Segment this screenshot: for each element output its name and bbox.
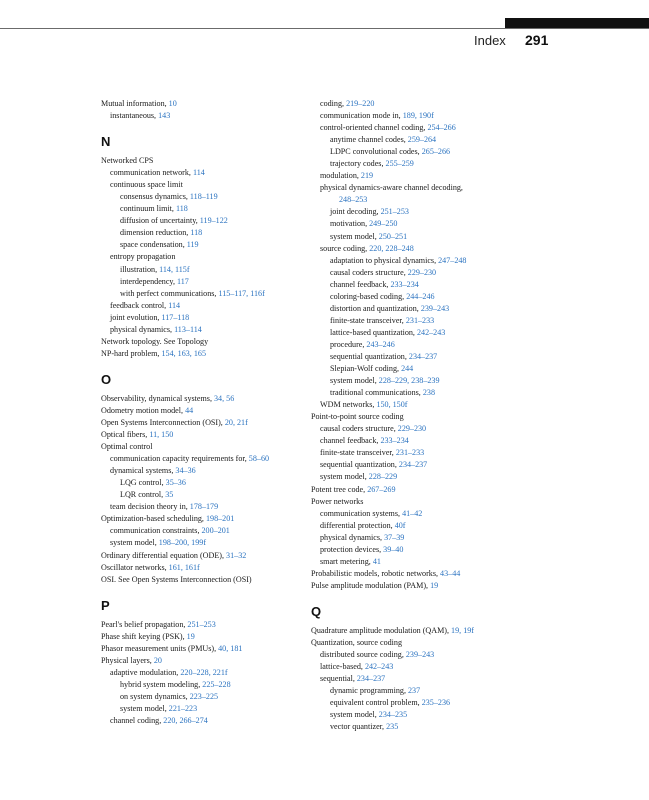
index-entry bbox=[311, 649, 536, 661]
entry-term: smart metering, bbox=[320, 556, 373, 566]
entry-term: with perfect communications, bbox=[120, 288, 219, 298]
entry-term: trajectory codes, bbox=[330, 159, 386, 169]
entry-page-link[interactable]: 235 bbox=[386, 722, 399, 732]
entry-term: system model, bbox=[330, 376, 379, 386]
entry-term: sequential, bbox=[320, 674, 357, 684]
entry-term: Physical layers, bbox=[101, 655, 154, 665]
index-entry bbox=[311, 508, 536, 520]
entry-term: procedure, bbox=[330, 339, 367, 349]
entry-term: Optimal control bbox=[101, 442, 153, 452]
entry-page-link[interactable]: 40f bbox=[394, 520, 406, 530]
index-entry bbox=[311, 580, 536, 592]
entry-page-link[interactable]: 234–235 bbox=[378, 710, 408, 720]
entry-page-link[interactable]: 117–118 bbox=[161, 312, 190, 322]
index-entry bbox=[101, 501, 306, 513]
entry-page-link[interactable]: 198–201 bbox=[205, 514, 235, 524]
index-column-right bbox=[311, 98, 536, 733]
entry-page-link[interactable]: 244–246 bbox=[406, 291, 435, 301]
entry-page-link[interactable]: 189, 190f bbox=[402, 111, 434, 121]
section-letter-p: P bbox=[101, 597, 110, 613]
index-entry bbox=[101, 203, 306, 215]
entry-term: NP-hard problem, bbox=[101, 348, 162, 358]
entry-page-link[interactable]: 58–60 bbox=[248, 454, 270, 464]
entry-page-link[interactable]: 239–243 bbox=[420, 303, 450, 313]
index-entry bbox=[311, 459, 536, 471]
entry-page-link[interactable]: 115–117, 116f bbox=[218, 288, 265, 298]
index-entry bbox=[101, 477, 306, 489]
entry-page-link[interactable]: 242–243 bbox=[416, 327, 446, 337]
entry-term: continuum limit, bbox=[120, 204, 176, 214]
index-entry bbox=[311, 170, 536, 182]
entry-term: on system dynamics, bbox=[120, 691, 190, 701]
entry-page-link[interactable]: 265–266 bbox=[421, 147, 451, 157]
entry-term: equivalent control problem, bbox=[330, 698, 422, 708]
entry-page-link[interactable]: 251–253 bbox=[380, 207, 409, 217]
entry-page-link[interactable]: 233–234 bbox=[380, 436, 409, 446]
index-entry bbox=[101, 550, 306, 562]
entry-term: protection devices, bbox=[320, 544, 384, 554]
entry-page-link[interactable]: 19, 19f bbox=[451, 625, 474, 635]
index-entry bbox=[101, 155, 306, 167]
entry-term: physical dynamics, bbox=[110, 324, 175, 334]
entry-term: hybrid system modeling, bbox=[120, 679, 203, 689]
index-entry bbox=[311, 709, 536, 721]
entry-term: Slepian-Wolf coding, bbox=[330, 364, 402, 374]
entry-page-link[interactable]: 219–220 bbox=[346, 99, 375, 108]
entry-page-link[interactable]: 220, 266–274 bbox=[163, 716, 208, 726]
entry-term: modulation, bbox=[320, 171, 361, 181]
index-entry bbox=[101, 643, 306, 655]
entry-page-link[interactable]: 114 bbox=[192, 168, 205, 178]
entry-term: continuous space limit bbox=[110, 180, 183, 190]
index-entry bbox=[101, 655, 306, 667]
index-entry bbox=[311, 134, 536, 146]
entry-term: channel feedback, bbox=[320, 436, 381, 446]
entry-page-link[interactable]: 41–42 bbox=[402, 508, 423, 518]
entry-term: system model, bbox=[120, 703, 169, 713]
index-column-left bbox=[101, 98, 306, 727]
index-entry bbox=[101, 429, 306, 441]
index-entry bbox=[101, 537, 306, 549]
entry-page-link[interactable]: 220–228, 221f bbox=[180, 667, 228, 677]
entry-page-link[interactable]: 238 bbox=[422, 388, 435, 398]
index-entry bbox=[311, 351, 536, 363]
index-entry bbox=[101, 167, 306, 179]
entry-page-link[interactable]: 200–201 bbox=[201, 526, 230, 536]
index-entry bbox=[311, 194, 536, 206]
entry-term: motivation, bbox=[330, 219, 370, 229]
entry-term: Ordinary differential equation (ODE), bbox=[101, 550, 227, 560]
entry-term: causal coders structure, bbox=[320, 424, 398, 434]
entry-term: LDPC convolutional codes, bbox=[330, 147, 422, 157]
entry-page-link[interactable]: 34–36 bbox=[175, 466, 196, 476]
entry-term: communication constraints, bbox=[110, 526, 202, 536]
index-entry bbox=[311, 327, 536, 339]
index-entry bbox=[311, 387, 536, 399]
entry-term: traditional communications, bbox=[330, 388, 423, 398]
index-entry bbox=[101, 465, 306, 477]
index-entry bbox=[311, 291, 536, 303]
entry-term: anytime channel codes, bbox=[330, 135, 408, 145]
entry-term: diffusion of uncertainty, bbox=[120, 216, 200, 226]
entry-page-link[interactable]: 198–200, 199f bbox=[158, 538, 207, 548]
entry-term: Open Systems Interconnection (OSI), bbox=[101, 417, 225, 427]
entry-term: channel coding, bbox=[110, 716, 164, 726]
index-entry bbox=[311, 447, 536, 459]
entry-page-link[interactable]: 251–253 bbox=[187, 619, 216, 629]
entry-page-link[interactable]: 255–259 bbox=[385, 159, 414, 169]
entry-term: dynamical systems, bbox=[110, 466, 176, 476]
entry-term: sequential quantization, bbox=[320, 460, 399, 470]
entry-term: finite-state transceiver, bbox=[330, 315, 406, 325]
entry-term: OSI. See Open Systems Interconnection (OSI) bbox=[101, 574, 252, 584]
entry-page-link[interactable]: 234–237 bbox=[356, 674, 386, 684]
index-entry bbox=[311, 146, 536, 158]
entry-term: communication systems, bbox=[320, 508, 403, 518]
index-entry bbox=[101, 264, 306, 276]
entry-page-link[interactable]: 225–228 bbox=[202, 679, 231, 689]
index-entry bbox=[311, 697, 536, 709]
entry-page-link[interactable]: 39–40 bbox=[383, 544, 404, 554]
entry-term: sequential quantization, bbox=[330, 351, 409, 361]
entry-term: interdependency, bbox=[120, 276, 178, 286]
entry-page-link[interactable]: 150, 150f bbox=[376, 400, 408, 410]
entry-page-link[interactable]: 243–246 bbox=[366, 339, 395, 349]
entry-term: Potent tree code, bbox=[311, 484, 368, 494]
entry-term: distributed source coding, bbox=[320, 650, 406, 660]
entry-term: coloring-based coding, bbox=[330, 291, 407, 301]
index-entry bbox=[101, 679, 306, 691]
index-entry bbox=[311, 673, 536, 685]
entry-page-link[interactable]: 221–223 bbox=[168, 703, 198, 713]
entry-term: causal coders structure, bbox=[330, 267, 408, 277]
entry-page-link[interactable]: 114 bbox=[168, 300, 181, 310]
index-entry bbox=[311, 411, 536, 423]
entry-term: Optimization-based scheduling, bbox=[101, 514, 206, 524]
index-entry bbox=[311, 231, 536, 243]
entry-page-link[interactable]: 229–230 bbox=[407, 267, 437, 277]
index-entry bbox=[311, 568, 536, 580]
entry-term: coding, bbox=[320, 99, 347, 108]
entry-page-link[interactable]: 118 bbox=[190, 228, 203, 238]
entry-page-link[interactable]: 220, 228–248 bbox=[369, 243, 414, 253]
entry-page-link[interactable]: 254–266 bbox=[427, 123, 456, 133]
section-letter-q: Q bbox=[311, 603, 322, 619]
entry-page-link[interactable]: 34, 56 bbox=[214, 393, 235, 403]
index-entry bbox=[101, 619, 306, 631]
entry-page-link[interactable]: 118 bbox=[175, 204, 188, 214]
index-entry bbox=[311, 267, 536, 279]
entry-term: Network topology. See Topology bbox=[101, 336, 209, 346]
index-entry bbox=[101, 631, 306, 643]
index-entry bbox=[311, 661, 536, 673]
index-entry bbox=[101, 417, 306, 429]
entry-page-link[interactable]: 235–236 bbox=[421, 698, 451, 708]
entry-term: system model, bbox=[330, 710, 379, 720]
index-entry bbox=[311, 315, 536, 327]
entry-term: differential protection, bbox=[320, 520, 395, 530]
entry-term: joint decoding, bbox=[330, 207, 381, 217]
entry-page-link[interactable]: 178–179 bbox=[189, 502, 219, 512]
entry-page-link[interactable]: 244 bbox=[401, 364, 414, 374]
entry-page-link[interactable]: 20 bbox=[153, 655, 162, 665]
index-entry bbox=[311, 625, 536, 637]
index-entry bbox=[311, 721, 536, 733]
entry-term: instantaneous, bbox=[110, 111, 159, 121]
entry-page-link[interactable]: 239–243 bbox=[405, 650, 435, 660]
entry-term: LQG control, bbox=[120, 478, 166, 488]
index-entry bbox=[311, 471, 536, 483]
entry-term: WDM networks, bbox=[320, 400, 377, 410]
index-entry bbox=[311, 556, 536, 568]
entry-page-link[interactable]: 35–36 bbox=[165, 478, 186, 488]
entry-page-link[interactable]: 228–229, 238–239 bbox=[378, 376, 440, 386]
index-entry bbox=[101, 453, 306, 465]
index-entry bbox=[101, 405, 306, 417]
index-entry bbox=[101, 336, 306, 348]
entry-term: lattice-based, bbox=[320, 662, 365, 672]
entry-page-link[interactable]: 31–32 bbox=[226, 550, 247, 560]
entry-page-link[interactable]: 154, 163, 165 bbox=[161, 348, 206, 358]
entry-term: Odometry motion model, bbox=[101, 405, 186, 415]
entry-term: Point-to-point source coding bbox=[311, 412, 404, 422]
index-entry bbox=[311, 637, 536, 649]
index-entry bbox=[311, 303, 536, 315]
entry-term: source coding, bbox=[320, 243, 370, 253]
entry-term: consensus dynamics, bbox=[120, 192, 190, 202]
section-letter-n: N bbox=[101, 134, 111, 150]
index-entry bbox=[101, 324, 306, 336]
page-number: 291 bbox=[525, 32, 549, 48]
entry-page-link[interactable]: 44 bbox=[185, 405, 194, 415]
index-entry bbox=[101, 441, 306, 453]
entry-page-link[interactable]: 143 bbox=[158, 111, 171, 121]
entry-term: Optical fibers, bbox=[101, 430, 150, 440]
entry-term: physical dynamics, bbox=[320, 532, 385, 542]
index-entry bbox=[101, 691, 306, 703]
entry-term: LQR control, bbox=[120, 490, 166, 500]
entry-term: Quadrature amplitude modulation (QAM), bbox=[311, 625, 452, 635]
entry-page-link[interactable]: 118–119 bbox=[189, 192, 218, 202]
entry-term: communication network, bbox=[110, 168, 193, 178]
index-entry bbox=[311, 375, 536, 387]
index-entry bbox=[101, 110, 306, 122]
entry-page-link[interactable]: 267–269 bbox=[367, 484, 396, 494]
index-entry bbox=[101, 525, 306, 537]
entry-page-link[interactable]: 249–250 bbox=[369, 219, 398, 229]
index-entry bbox=[311, 399, 536, 411]
entry-term: Phasor measurement units (PMUs), bbox=[101, 643, 219, 653]
entry-term: Quantization, source coding bbox=[311, 637, 403, 647]
index-entry bbox=[101, 489, 306, 501]
entry-term: Probabilistic models, robotic networks, bbox=[311, 568, 441, 578]
index-entry bbox=[101, 393, 306, 405]
entry-page-link[interactable]: 40, 181 bbox=[218, 643, 243, 653]
entry-page-link[interactable]: 43–44 bbox=[440, 568, 461, 578]
entry-term: Oscillator networks, bbox=[101, 562, 169, 572]
index-entry bbox=[101, 348, 306, 360]
entry-term: Power networks bbox=[311, 496, 364, 506]
index-entry bbox=[101, 239, 306, 251]
index-entry bbox=[101, 574, 306, 586]
index-entry bbox=[311, 423, 536, 435]
entry-page-link[interactable]: 37–39 bbox=[384, 532, 405, 542]
entry-page-link[interactable]: 231–233 bbox=[395, 448, 425, 458]
index-entry bbox=[101, 513, 306, 525]
entry-term: vector quantizer, bbox=[330, 722, 387, 732]
index-entry bbox=[311, 544, 536, 556]
entry-page-link[interactable]: 19 bbox=[186, 631, 195, 641]
index-entry bbox=[101, 715, 306, 727]
index-entry bbox=[311, 496, 536, 508]
running-head-title: Index bbox=[474, 33, 506, 48]
entry-page-link[interactable]: 19 bbox=[430, 580, 439, 590]
entry-term: entropy propagation bbox=[110, 252, 176, 262]
entry-term: distortion and quantization, bbox=[330, 303, 421, 313]
index-entry bbox=[311, 435, 536, 447]
index-entry bbox=[101, 300, 306, 312]
entry-page-link[interactable]: 247–248 bbox=[438, 255, 467, 265]
index-entry bbox=[101, 251, 306, 263]
entry-term: space condensation, bbox=[120, 240, 187, 250]
entry-term: Observability, dynamical systems, bbox=[101, 393, 214, 403]
entry-term: Mutual information, bbox=[101, 99, 169, 108]
entry-term: adaptive modulation, bbox=[110, 667, 181, 677]
entry-term: team decision theory in, bbox=[110, 502, 190, 512]
entry-term: illustration, bbox=[120, 264, 160, 274]
entry-page-link[interactable]: 113–114 bbox=[174, 324, 202, 334]
entry-page-link[interactable]: 219 bbox=[360, 171, 374, 181]
index-entry bbox=[311, 110, 536, 122]
entry-term: Pearl's belief propagation, bbox=[101, 619, 188, 629]
index-entry bbox=[311, 484, 536, 496]
entry-page-link[interactable]: 229–230 bbox=[397, 424, 427, 434]
header-rule bbox=[0, 28, 649, 29]
index-entry bbox=[101, 98, 306, 110]
entry-term: Phase shift keying (PSK), bbox=[101, 631, 187, 641]
entry-page-link[interactable]: 35 bbox=[165, 490, 174, 500]
entry-term: lattice-based quantization, bbox=[330, 327, 417, 337]
index-entry bbox=[101, 179, 306, 191]
index-entry bbox=[311, 98, 536, 110]
index-entry bbox=[311, 206, 536, 218]
entry-page-link[interactable]: 20, 21f bbox=[224, 417, 248, 427]
index-entry bbox=[101, 191, 306, 203]
entry-term: Pulse amplitude modulation (PAM), bbox=[311, 580, 431, 590]
entry-page-link[interactable]: 250–251 bbox=[378, 231, 408, 241]
entry-term: system model, bbox=[110, 538, 159, 548]
entry-page-link[interactable]: 223–225 bbox=[189, 691, 219, 701]
index-entry bbox=[101, 215, 306, 227]
section-letter-o: O bbox=[101, 371, 112, 387]
entry-page-link[interactable]: 10 bbox=[168, 99, 177, 108]
entry-page-link[interactable]: 11, 150 bbox=[149, 430, 174, 440]
entry-page-link[interactable]: 119–122 bbox=[199, 216, 228, 226]
entry-page-link[interactable]: 259–264 bbox=[407, 135, 437, 145]
index-entry bbox=[311, 255, 536, 267]
index-entry bbox=[101, 562, 306, 574]
index-entry bbox=[311, 685, 536, 697]
index-entry bbox=[101, 667, 306, 679]
index-entry bbox=[311, 218, 536, 230]
entry-page-link[interactable]: 117 bbox=[177, 276, 189, 286]
entry-term: adaptation to physical dynamics, bbox=[330, 255, 439, 265]
index-entry bbox=[101, 703, 306, 715]
entry-page-link[interactable]: 234–237 bbox=[408, 351, 438, 361]
entry-term: Networked CPS bbox=[101, 156, 154, 166]
entry-page-link[interactable]: 231–233 bbox=[405, 315, 435, 325]
entry-term: dynamic programming, bbox=[330, 686, 408, 696]
entry-page-link[interactable]: 234–237 bbox=[398, 460, 428, 470]
entry-page-link[interactable]: 119 bbox=[186, 240, 199, 250]
entry-page-link[interactable]: 248–253 bbox=[339, 195, 368, 205]
entry-term: feedback control, bbox=[110, 300, 169, 310]
entry-page-link[interactable]: 242–243 bbox=[364, 662, 394, 672]
index-entry bbox=[101, 276, 306, 288]
index-entry bbox=[311, 158, 536, 170]
index-entry bbox=[311, 182, 536, 194]
entry-term: communication capacity requirements for, bbox=[110, 454, 249, 464]
entry-term: system model, bbox=[320, 472, 369, 482]
entry-page-link[interactable]: 41 bbox=[372, 556, 381, 566]
index-entry bbox=[101, 288, 306, 300]
entry-term: dimension reduction, bbox=[120, 228, 191, 238]
entry-term: physical dynamics-aware channel decoding, bbox=[320, 183, 463, 193]
entry-term: control-oriented channel coding, bbox=[320, 123, 428, 133]
entry-term: channel feedback, bbox=[330, 279, 391, 289]
index-entry bbox=[311, 243, 536, 255]
index-entry bbox=[311, 279, 536, 291]
entry-term: communication mode in, bbox=[320, 111, 403, 121]
entry-page-link[interactable]: 228–229 bbox=[368, 472, 398, 482]
index-entry bbox=[101, 227, 306, 239]
index-entry bbox=[311, 339, 536, 351]
entry-page-link[interactable]: 161, 161f bbox=[168, 562, 200, 572]
entry-term: finite-state transceiver, bbox=[320, 448, 396, 458]
index-entry bbox=[311, 363, 536, 375]
index-entry bbox=[311, 122, 536, 134]
entry-page-link[interactable]: 114, 115f bbox=[159, 264, 190, 274]
index-entry bbox=[311, 520, 536, 532]
index-entry bbox=[311, 532, 536, 544]
index-entry bbox=[101, 312, 306, 324]
entry-term: joint evolution, bbox=[110, 312, 162, 322]
entry-term: system model, bbox=[330, 231, 379, 241]
entry-page-link[interactable]: 233–234 bbox=[390, 279, 419, 289]
entry-page-link[interactable]: 237 bbox=[408, 686, 421, 696]
